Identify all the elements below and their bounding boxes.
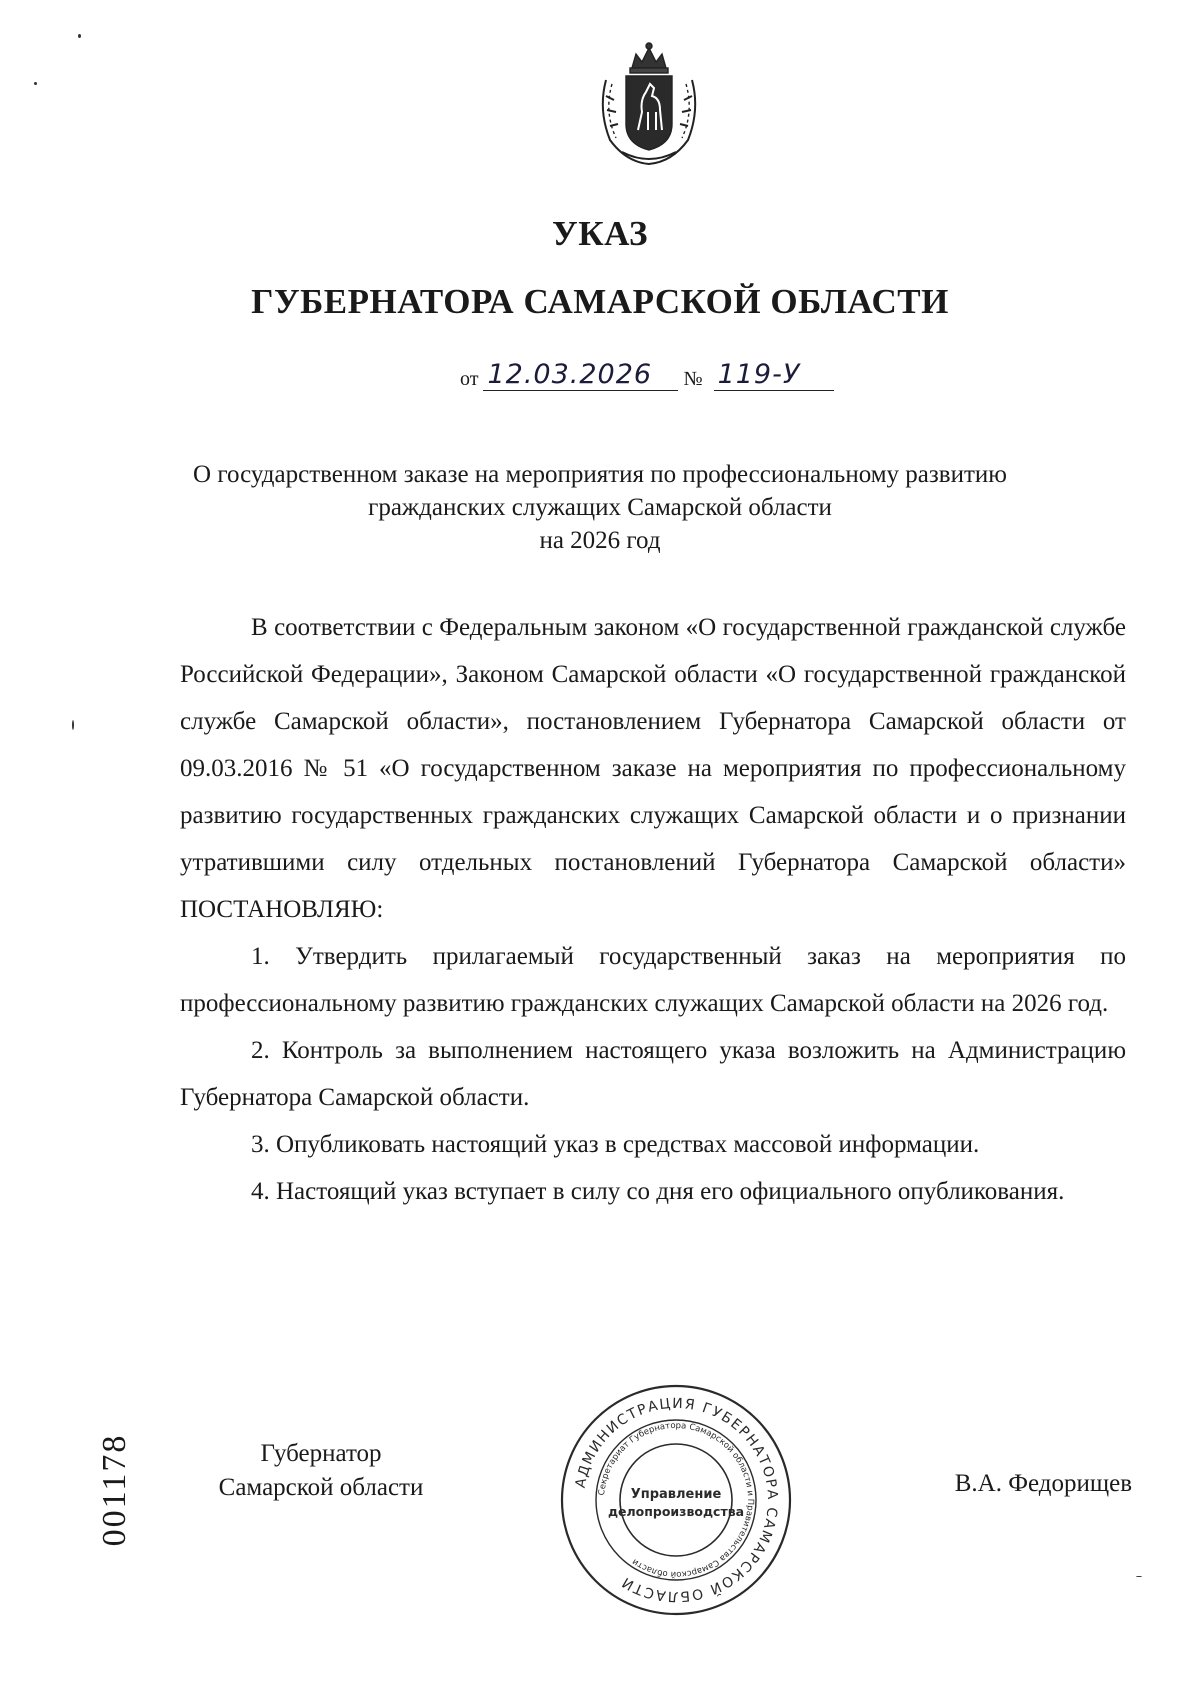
preamble-paragraph: В соответствии с Федеральным законом «О государственной гражданской службе Российской Федерации», Законом Самарской области «О государственной гражданской службе Самарской области», постановлением Губернатора Самарской области от 09.03.2016 № 51 «О государственном заказе на мероприятия по профессиональному развитию государственных гражданских служащих Самарской области и о признании утратившими силу отдельных постановлений Губернатора Самарской области» ПОСТАНОВЛЯЮ: [180,614,1126,923]
scan-speck [72,720,74,730]
decree-item: 4. Настоящий указ вступает в силу со дня его официального опубликования. [251,1178,1065,1205]
scan-speck [34,82,37,85]
number-prefix: № [683,368,703,390]
decree-body [180,604,1126,1215]
scan-speck [1136,1576,1142,1577]
subject-line: гражданских служащих Самарской области [368,494,832,521]
handwritten-date: 12.03.2026 [483,360,678,391]
document-issuer-heading: ГУБЕРНАТОРА САМАРСКОЙ ОБЛАСТИ [251,282,949,321]
decree-subject [160,458,1040,557]
handwritten-number: 119-У [714,360,834,391]
seal-outer-text: АДМИНИСТРАЦИЯ ГУБЕРНАТОРА САМАРСКОЙ ОБЛАСТИ [572,1395,781,1605]
signatory-position-line: Губернатор [260,1440,382,1467]
signatory-position-line: Самарской области [218,1474,424,1501]
signatory-name: В.А. Федорищев [954,1470,1132,1497]
seal-center-line: Управление [630,1487,722,1502]
document-type-heading: УКАЗ [552,214,648,253]
decree-item: 2. Контроль за выполнением настоящего указа возложить на Администрацию Губернатора Самарской области. [180,1037,1126,1111]
seal-inner-text: Секретариат Губернатора Самарской области и Правительства Самарской области [597,1420,756,1580]
decree-item: 1. Утвердить прилагаемый государственный заказ на мероприятия по профессиональному развитию гражданских служащих Самарской области на 2026 год. [180,943,1126,1017]
samara-coat-of-arms-icon [592,40,706,168]
seal-center-line: делопроизводства [607,1504,745,1519]
date-number-line [460,360,834,391]
signatory-position [186,1437,456,1505]
official-seal-stamp [558,1382,794,1618]
date-prefix: от [460,368,479,390]
subject-line: О государственном заказе на мероприятия по профессиональному развитию [193,461,1007,488]
subject-line: на 2026 год [539,527,661,554]
decree-item: 3. Опубликовать настоящий указ в средствах массовой информации. [251,1131,980,1158]
registration-number: 001178 [96,1433,133,1547]
scan-speck [78,34,81,38]
